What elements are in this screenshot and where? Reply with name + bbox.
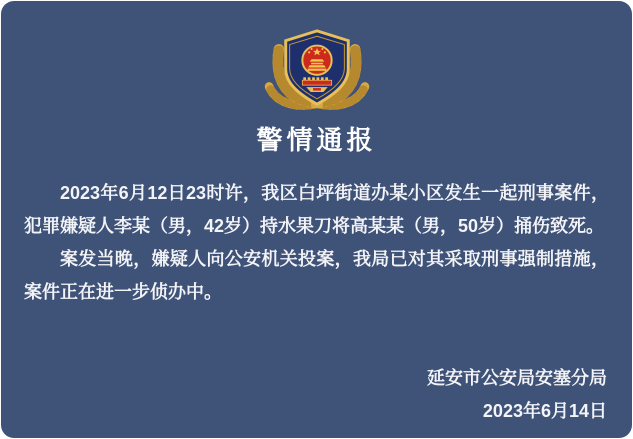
police-notice-card — [1, 1, 632, 438]
notice-title: 警情通报 — [256, 125, 377, 155]
signature-date: 2023年6月14日 — [482, 401, 607, 421]
notice-signature-block — [24, 362, 609, 428]
police-badge-svg — [261, 26, 373, 112]
notice-paragraph-2: 案发当晚，嫌疑人向公安机关投案，我局已对其采取刑事强制措施，案件正在进一步侦办中。 — [24, 249, 609, 302]
notice-paragraph-1: 2023年6月12日23时许，我区白坪街道办某小区发生一起刑事案件，犯罪嫌疑人李某（男，42岁）持水果刀将高某某（男，50岁）捅伤致死。 — [24, 183, 609, 236]
notice-body — [24, 177, 609, 309]
china-police-badge-icon — [261, 26, 373, 112]
signature-agency: 延安市公安局安塞分局 — [427, 368, 607, 388]
